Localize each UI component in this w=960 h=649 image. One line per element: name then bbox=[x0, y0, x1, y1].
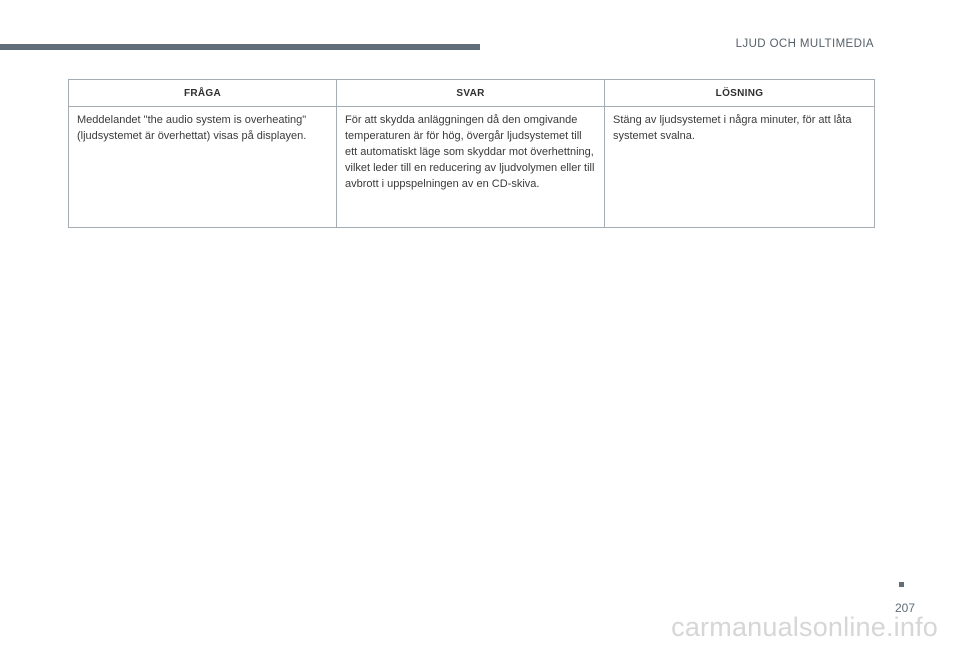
table-header-row bbox=[69, 80, 875, 107]
page-marker-square bbox=[899, 582, 904, 587]
answer-cell: För att skydda anläggningen då den omgivande temperaturen är för hög, övergår ljudsystemet till ett automatiskt läge som skyddar mot överhettning, vilket leder till en reducering av ljudvolymen eller till avbrott i uppspelningen av en CD-skiva. bbox=[337, 107, 605, 228]
column-header-solution: LÖSNING bbox=[605, 80, 875, 107]
column-header-answer: SVAR bbox=[337, 80, 605, 107]
header-accent-bar bbox=[0, 44, 480, 50]
column-header-question: FRÅGA bbox=[69, 80, 337, 107]
troubleshooting-table bbox=[68, 79, 875, 228]
section-title: LJUD OCH MULTIMEDIA bbox=[735, 38, 874, 50]
question-cell: Meddelandet "the audio system is overheating" (ljudsystemet är överhettat) visas på displayen. bbox=[69, 107, 337, 228]
watermark-text: carmanualsonline.info bbox=[671, 612, 938, 642]
table-row bbox=[69, 107, 875, 228]
solution-cell: Stäng av ljudsystemet i några minuter, för att låta systemet svalna. bbox=[605, 107, 875, 228]
page-number: 207 bbox=[894, 601, 915, 615]
